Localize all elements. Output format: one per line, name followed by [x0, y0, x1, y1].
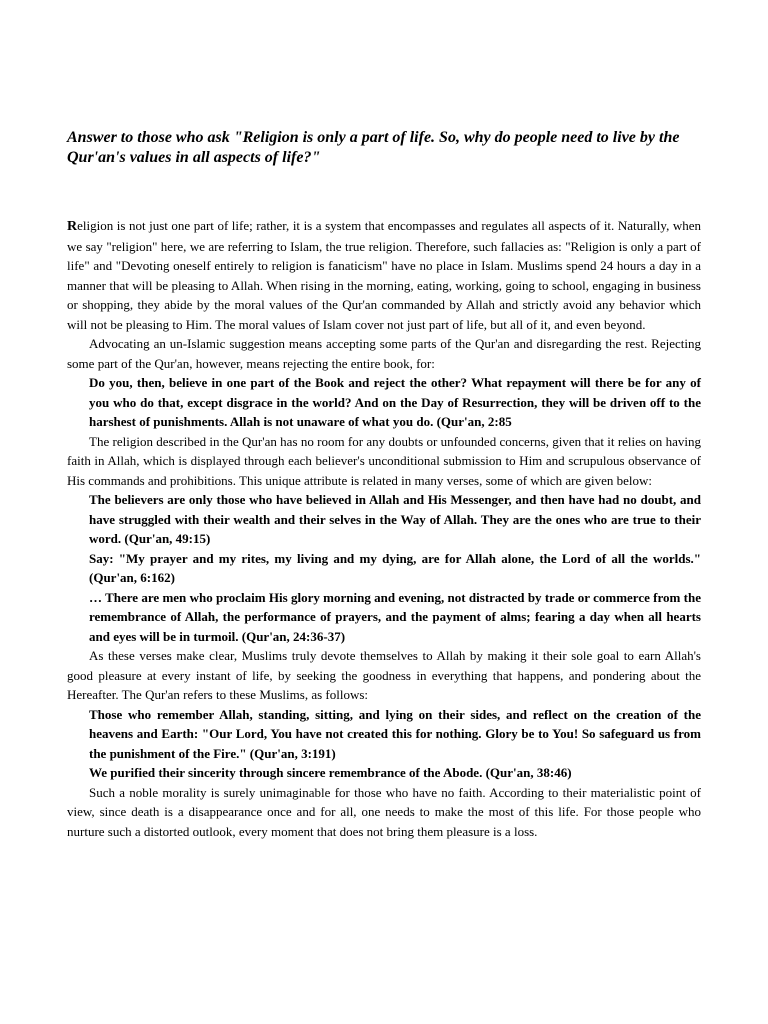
- quran-quote-6-162: Say: "My prayer and my rites, my living and my dying, are for Allah alone, the Lord of all the worlds." (Qur'an, 6:162): [89, 550, 701, 585]
- quran-quote-2-85: Do you, then, believe in one part of the Book and reject the other? What repayment will there be for any of you who do that, except disgrace in the world? And on the Day of Resurrection, they will be driven off to the harshest of punishments. Allah is not unaware of what you do. (Qur'an, 2:85: [89, 375, 701, 429]
- article-body: [67, 216, 701, 841]
- quran-quote-24-36: … There are men who proclaim His glory morning and evening, not distracted by trade or commerce from the remembrance of Allah, the performance of prayers, and the payment of alms; fearing a day when all hearts and eyes will be in turmoil. (Qur'an, 24:36-37): [89, 589, 701, 644]
- paragraph-5: Such a noble morality is surely unimaginable for those who have no faith. According to their materialistic point of view, since death is a disappearance once and for all, one needs to make the most of this life. For those people who nurture such a distorted outlook, every moment that does not bring them pleasure is a loss.: [67, 784, 701, 839]
- intro-text: eligion is not just one part of life; rather, it is a system that encompasses and regulates all aspects of it. Naturally, when we say "religion" here, we are referring to Islam, the true religion. Therefore, such fallacies as: "Religion is only a part of life" and "Devoting oneself entirely to religion is fanaticism" have no place in Islam. Muslims spend 24 hours a day in a manner that will be pleasing to Allah. When rising in the morning, eating, working, going to school, engaging in business or shopping, they abide by the moral values of the Qur'an commanded by Allah and strictly avoid any behavior which will not be pleasing to Him. The moral values of Islam cover not just part of life, but all of it, and even beyond.: [67, 218, 701, 332]
- drop-cap: R: [67, 219, 78, 234]
- quran-quote-49-15: The believers are only those who have believed in Allah and His Messenger, and then have had no doubt, and have struggled with their wealth and their selves in the Way of Allah. They are the ones who are true to their word. (Qur'an, 49:15): [89, 492, 701, 546]
- page-title: Answer to those who ask "Religion is only a part of life. So, why do people need to live by the Qur'an's values in all aspects of life?": [67, 129, 680, 166]
- intro-paragraph: [67, 216, 701, 334]
- quran-quote-3-191: Those who remember Allah, standing, sitting, and lying on their sides, and reflect on the creation of the heavens and Earth: "Our Lord, You have not created this for nothing. Glory be to You! So safeguard us from the punishment of the Fire." (Qur'an, 3:191): [89, 706, 701, 761]
- paragraph-3: The religion described in the Qur'an has no room for any doubts or unfounded concerns, given that it relies on having faith in Allah, which is displayed through each believer's unconditional submission to Him and scrupulous observance of His commands and prohibitions. This unique attribute is related in many verses, some of which are given below:: [67, 433, 701, 488]
- quran-quote-38-46: We purified their sincerity through sincere remembrance of the Abode. (Qur'an, 38:46): [89, 765, 572, 780]
- paragraph-2: Advocating an un-Islamic suggestion means accepting some parts of the Qur'an and disregarding the rest. Rejecting some part of the Qur'an, however, means rejecting the entire book, for:: [67, 336, 701, 371]
- paragraph-4: As these verses make clear, Muslims truly devote themselves to Allah by making it their sole goal to earn Allah's good pleasure at every instant of life, by seeking the goodness in everything that happens, and pondering about the Hereafter. The Qur'an refers to these Muslims, as follows:: [67, 648, 701, 702]
